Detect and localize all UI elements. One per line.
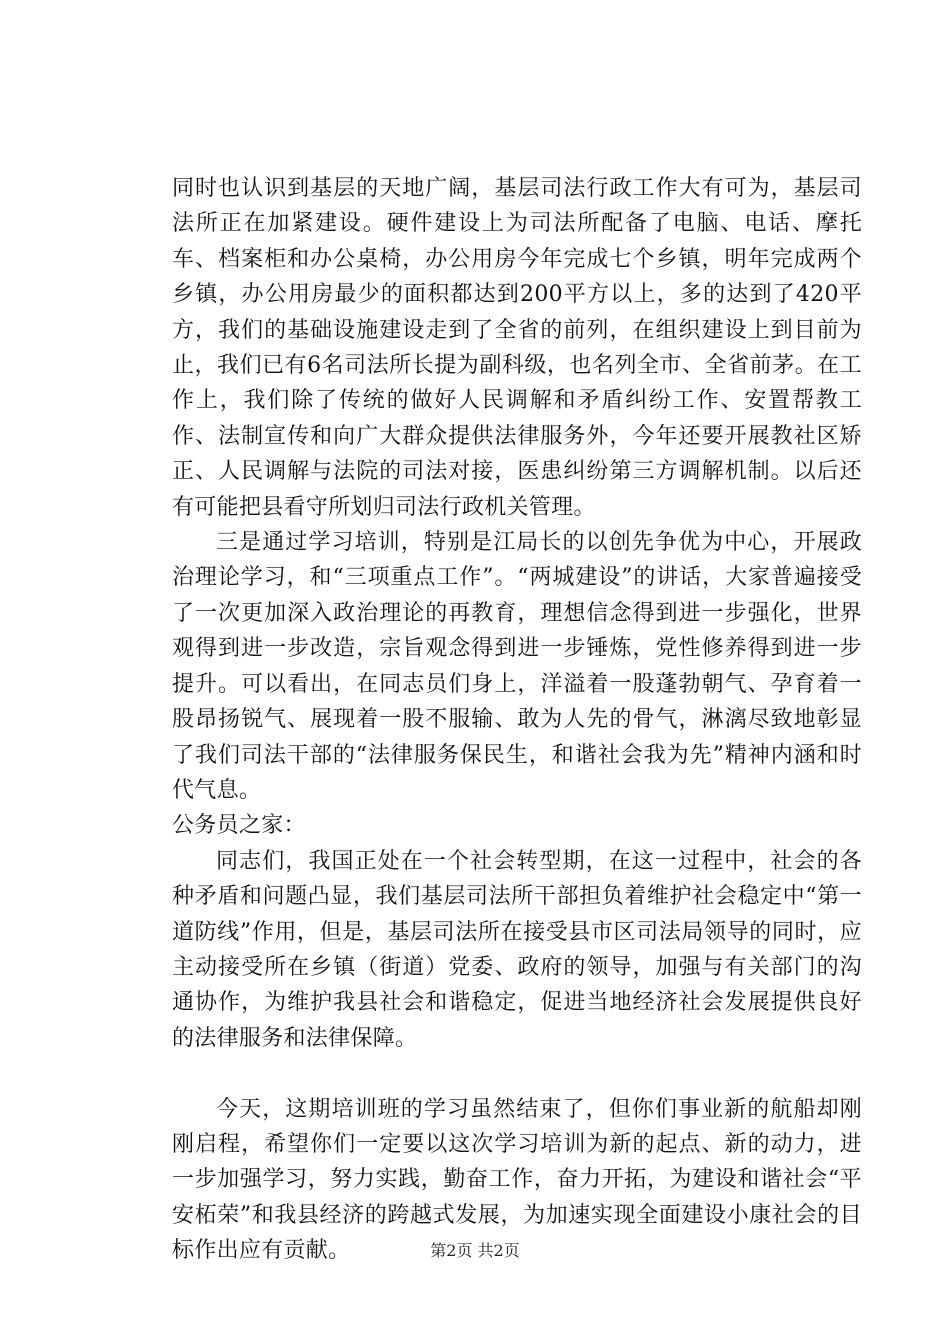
paragraph-gap — [172, 1056, 862, 1091]
page-footer: 第2页 共2页 — [430, 1241, 520, 1260]
paragraph-site-label: 公务员之家： — [172, 813, 306, 839]
paragraph-continuation: 同时也认识到基层的天地广阔，基层司法行政工作大有可为，基层司法所正在加紧建设。硬件建设上为司法所配备了电脑、电话、摩托车、档案柜和办公桌椅，办公用房今年完成七个乡镇，明年完成两个乡镇，办公用房最少的面积都达到200平方以上，多的达到了420平方，我们的基础设施建设走到了全省的前列，在组织建设上到目前为止，我们已有6名司法所长提为副科级，也名列全市、全省前茅。在工作上，我们除了传统的做好人民调解和矛盾纠纷工作、安置帮教工作、法制宣传和向广大群众提供法律服务外，今年还要开展教社区矫正、人民调解与法院的司法对接，医患纠纷第三方调解机制。以后还有可能把县看守所划归司法行政机关管理。 — [172, 176, 862, 520]
paragraph-closing: 今天，这期培训班的学习虽然结束了，但你们事业新的航船却刚刚启程，希望你们一定要以这次学习培训为新的起点、新的动力，进一步加强学习，努力实践，勤奋工作，奋力开拓，为建设和谐社会“平安柘荣”和我县经济的跨越式发展，为加速实现全面建设小康社会的目标作出应有贡献。 — [172, 1096, 862, 1264]
document-body — [172, 171, 862, 1269]
paragraph-study-training: 三是通过学习培训，特别是江局长的以创先争优为中心，开展政治理论学习，和“三项重点工作”。“两城建设”的讲话，大家普遍接受了一次更加深入政治理论的再教育，理想信念得到进一步强化，世界观得到进一步改造，宗旨观念得到进一步锤炼，党性修养得到进一步提升。可以看出，在同志员们身上，洋溢着一股蓬勃朝气、孕育着一股昂扬锐气、展现着一股不服输、敢为人先的骨气，淋漓尽致地彰显了我们司法干部的“法律服务保民生，和谐社会我为先”精神内涵和时代气息。 — [172, 530, 862, 803]
paragraph-comrades: 同志们，我国正处在一个社会转型期，在这一过程中，社会的各种矛盾和问题凸显，我们基层司法所干部担负着维护社会稳定中“第一道防线”作用，但是，基层司法所在接受县市区司法局领导的同时，应主动接受所在乡镇（街道）党委、政府的领导，加强与有关部门的沟通协作，为维护我县社会和谐稳定，促进当地经济社会发展提供良好的法律服务和法律保障。 — [172, 848, 862, 1051]
